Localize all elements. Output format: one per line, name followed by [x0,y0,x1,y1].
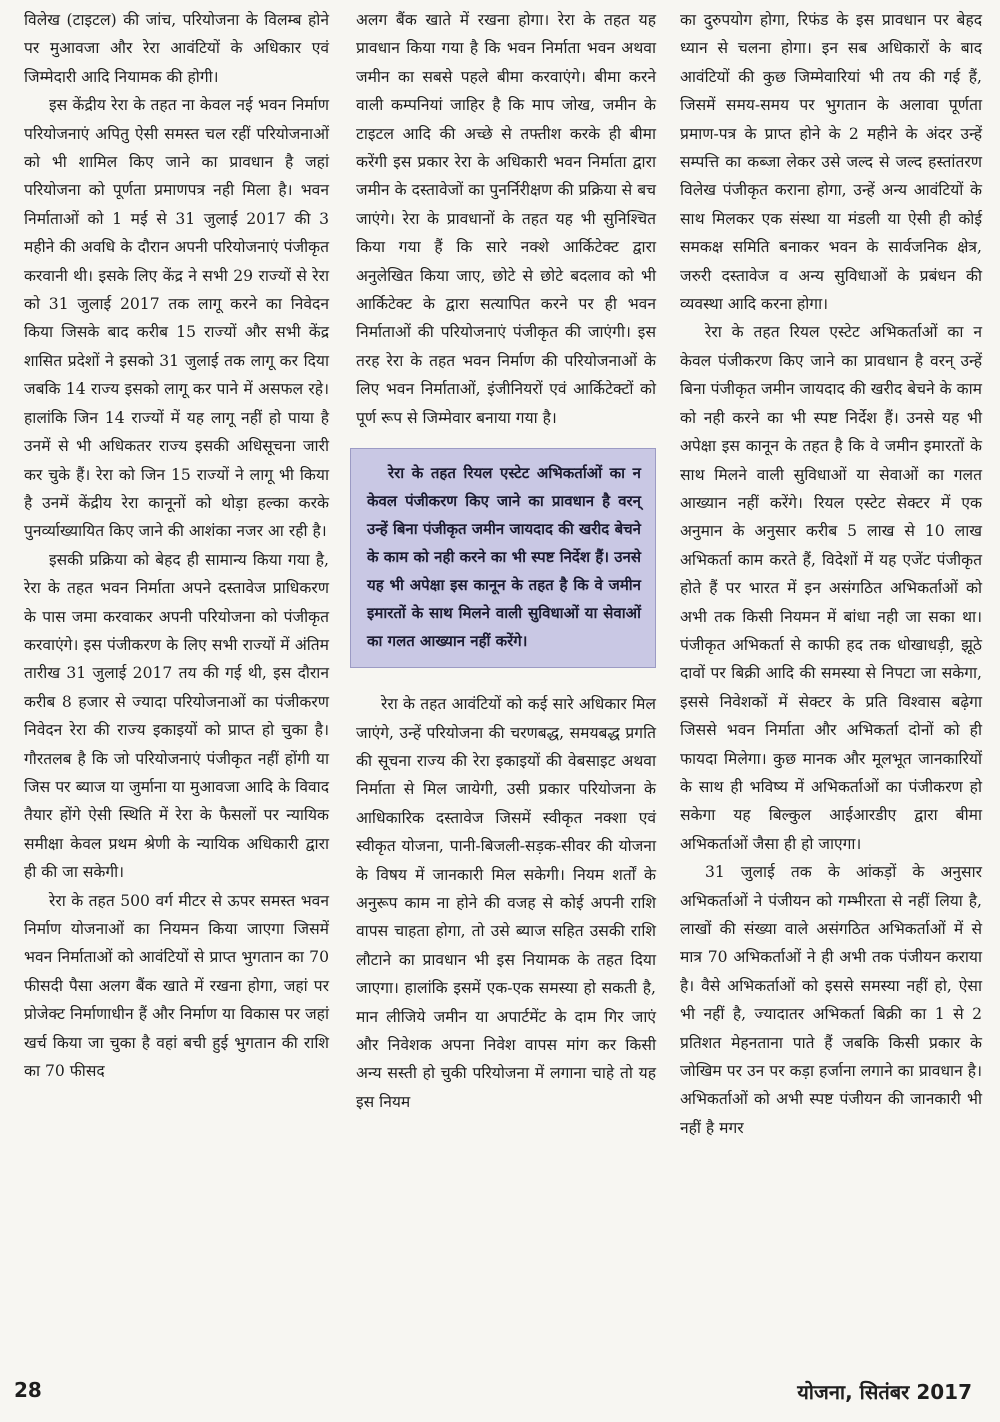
paragraph: रेरा के तहत आवंटियों को कई सारे अधिकार मिल जाएंगे, उन्हें परियोजना की चरणबद्ध, समयबद्ध प्रगति की सूचना राज्य की रेरा इकाइयों की वेबसाइट अथवा निर्माता से मिल जायेगी, उसी प्रकार परियोजना के आधिकारिक दस्तावेज जिसमें स्वीकृत नक्शा एवं स्वीकृत योजना, पानी-बिजली-सड़क-सीवर की योजना के विषय में जानकारी मिल सकेगी। नियम शर्तों के अनुरूप काम ना होने की वजह से कोई अपनी राशि वापस चाहता होगा, तो उसे ब्याज सहित उसकी राशि लौटाने का प्रावधान भी इस नियामक के तहत दिया जाएगा। हालांकि इसमें एक-एक समस्या हो सकती है, मान लीजिये जमीन या अपार्टमेंट के दाम गिर जाएं और निवेशक अपना निवेश वापस मांग कर किसी अन्य सस्ती हो चुकी परियोजना में लगाना चाहे तो यह इस नियम [356,695,656,1111]
highlight-box: रेरा के तहत रियल एस्टेट अभिकर्ताओं का न केवल पंजीकरण किए जाने का प्रावधान है वरन् उन्हें बिना पंजीकृत जमीन जायदाद की खरीद बेचने के काम को नही करने का भी स्पष्ट निर्देश हैं। उनसे यह भी अपेक्षा इस कानून के तहत है कि वे जमीन इमारतों के साथ मिलने वाली सुविधाओं या सेवाओं का गलत आख्यान नहीं करेंगे। [350,448,656,668]
paragraph: 31 जुलाई तक के आंकड़ों के अनुसार अभिकर्ताओं ने पंजीयन को गम्भीरता से नहीं लिया है, लाखों की संख्या वाले असंगठित अभिकर्ताओं में से मात्र 70 अभिकर्ताओं ने ही अभी तक पंजीयन कराया है। वैसे अभिकर्ताओं को इससे समस्या नहीं हो, ऐसा भी नहीं है, ज्यादातर अभिकर्ता बिक्री का 1 से 2 प्रतिशत मेहनताना पाते हैं जबकि किसी प्रकार के जोखिम पर उन पर कड़ा हर्जाना लगाने का प्रावधान है। अभिकर्ताओं को अभी स्पष्ट पंजीयन की जानकारी भी नहीं है मगर [680,863,982,1137]
paragraph: अलग बैंक खाते में रखना होगा। रेरा के तहत यह प्रावधान किया गया है कि भवन निर्माता भवन अथवा जमीन का सबसे पहले बीमा करवाएंगे। बीमा करने वाली कम्पनियां जाहिर है कि माप जोख, जमीन के टाइटल आदि की अच्छे से तफ्तीश करके ही बीमा करेंगी इस प्रकार रेरा के अधिकारी भवन निर्माता द्वारा जमीन के दस्तावेजों का पुनर्निरीक्षण की प्रक्रिया से बच जाएंगे। रेरा के प्रावधानों के तहत यह भी सुनिश्चित किया गया हैं कि सारे नक्शे आर्किटेक्ट द्वारा अनुलेखित किया जाए, छोटे से छोटे बदलाव को भी आर्किटेक्ट के द्वारा सत्यापित करने पर ही भवन निर्माताओं की परियोजनाएं पंजीकृत की जाएंगी। इस तरह रेरा के तहत भवन निर्माण की परियोजनाओं के लिए भवन निर्माताओं, इंजीनियरों एवं आर्किटेक्टों को पूर्ण रूप से जिम्मेवार बनाया गया है। [356,11,656,427]
column-middle [356,6,656,1116]
page-number: 28 [14,1378,42,1402]
publication-source: योजना, सितंबर 2017 [797,1380,972,1404]
column-right [680,6,982,1142]
column-left [24,6,329,1085]
paragraph: इसकी प्रक्रिया को बेहद ही सामान्य किया गया है, रेरा के तहत भवन निर्माता अपने दस्तावेज प्राधिकरण के पास जमा करवाकर अपनी परियोजना को पंजीकृत करवाएंगे। इस पंजीकरण के लिए सभी राज्यों में अंतिम तारीख 31 जुलाई 2017 तय की गई थी, इस दौरान करीब 8 हजार से ज्यादा परियोजनाओं का पंजीकरण निवेदन रेरा की राज्य इकाइयों को प्राप्त हो चुका है। गौरतलब है कि जो परियोजनाएं पंजीकृत नहीं होंगी या जिस पर ब्याज या जुर्माना या मुआवजा आदि के विवाद तैयार होंगे ऐसी स्थिति में रेरा के फैसलों पर न्यायिक समीक्षा केवल प्रथम श्रेणी के न्यायिक अधिकारी द्वारा ही की जा सकेगी। [24,550,329,882]
paragraph: रेरा के तहत 500 वर्ग मीटर से ऊपर समस्त भवन निर्माण योजनाओं का नियमन किया जाएगा जिसमें भवन निर्माताओं को आवंटियों से प्राप्त भुगतान का 70 फीसदी पैसा अलग बैंक खाते में रखना होगा, जहां पर प्रोजेक्ट निर्माणाधीन हैं और निर्माण या विकास पर जहां खर्च किया जा चुका है वहां बची हुई भुगतान की राशि का 70 फीसद [24,891,329,1081]
page-footer [0,1378,1000,1414]
paragraph: का दुरुपयोग होगा, रिफंड के इस प्रावधान पर बेहद ध्यान से चलना होगा। इन सब अधिकारों के बाद आवंटियों की कुछ जिम्मेवारियां भी तय की गई हैं, जिसमें समय-समय पर भुगतान के अलावा पूर्णता प्रमाण-पत्र के प्राप्त होने के 2 महीने के अंदर उन्हें सम्पत्ति का कब्जा लेकर उसे जल्द से जल्द हस्तांतरण विलेख पंजीकृत कराना होगा, उन्हें अन्य आवंटियों के साथ मिलकर एक संस्था या मंडली या ऐसी ही कोई समकक्ष समिति बनाकर भवन के सार्वजनिक क्षेत्र, जरुरी दस्तावेज व अन्य सुविधाओं के प्रबंधन की व्यवस्था आदि करना होगा। [680,11,982,314]
paragraph: विलेख (टाइटल) की जांच, परियोजना के विलम्ब होने पर मुआवजा और रेरा आवंटियों के अधिकार एवं जिम्मेदारी आदि नियामक की होगी। [24,11,329,86]
paragraph: रेरा के तहत रियल एस्टेट अभिकर्ताओं का न केवल पंजीकरण किए जाने का प्रावधान है वरन् उन्हें बिना पंजीकृत जमीन जायदाद की खरीद बेचने के काम को नही करने का भी स्पष्ट निर्देश हैं। उनसे यह भी अपेक्षा इस कानून के तहत है कि वे जमीन इमारतों के साथ मिलने वाली सुविधाओं या सेवाओं का गलत आख्यान नहीं करेंगे। रियल एस्टेट सेक्टर में एक अनुमान के अनुसार करीब 5 लाख से 10 लाख अभिकर्ता काम करते हैं, विदेशों में यह एजेंट पंजीकृत होते हैं पर भारत में इन असंगठित अभिकर्ताओं को अभी तक किसी नियमन में बांधा नही जा सका था। पंजीकृत अभिकर्ता से काफी हद तक धोखाधड़ी, झूठे दावों पर बिक्री आदि की समस्या से निपटा जा सकेगा, इससे निवेशकों में सेक्टर के प्रति विश्वास बढ़ेगा जिससे भवन निर्माता और अभिकर्ता दोनों को ही फायदा मिलेगा। कुछ मानक और मूलभूत जानकारियों के साथ ही भविष्य में अभिकर्ताओं का पंजीकरण हो सकेगा यह बिल्कुल आईआरडीए द्वारा बीमा अभिकर्ताओं जैसा ही हो जाएगा। [680,323,982,853]
paragraph: इस केंद्रीय रेरा के तहत ना केवल नई भवन निर्माण परियोजनाएं अपितु ऐसी समस्त चल रहीं परियोजनाओं को भी शामिल किए जाने का प्रावधान है जहां परियोजना को पूर्णता प्रमाणपत्र नही मिला है। भवन निर्माताओं को 1 मई से 31 जुलाई 2017 की 3 महीने की अवधि के दौरान अपनी परियोजनाएं पंजीकृत करवानी थी। इसके लिए केंद्र ने सभी 29 राज्यों से रेरा को 31 जुलाई 2017 तक लागू करने का निवेदन किया जिसके बाद करीब 15 राज्यों और सभी केंद्र शासित प्रदेशों ने इसको 31 जुलाई तक लागू कर दिया जबकि 14 राज्य इसको लागू कर पाने में असफल रहे। हालांकि जिन 14 राज्यों में यह लागू नहीं हो पाया है उनमें से भी अधिकतर राज्य इसकी अधिसूचना जारी कर चुके हैं। रेरा को जिन 15 राज्यों ने लागू भी किया है उनमें केंद्रीय रेरा कानूनों को थोड़ा हल्का करके पुनर्व्याख्यायित किए जाने की आशंका नजर आ रही है। [24,96,329,541]
